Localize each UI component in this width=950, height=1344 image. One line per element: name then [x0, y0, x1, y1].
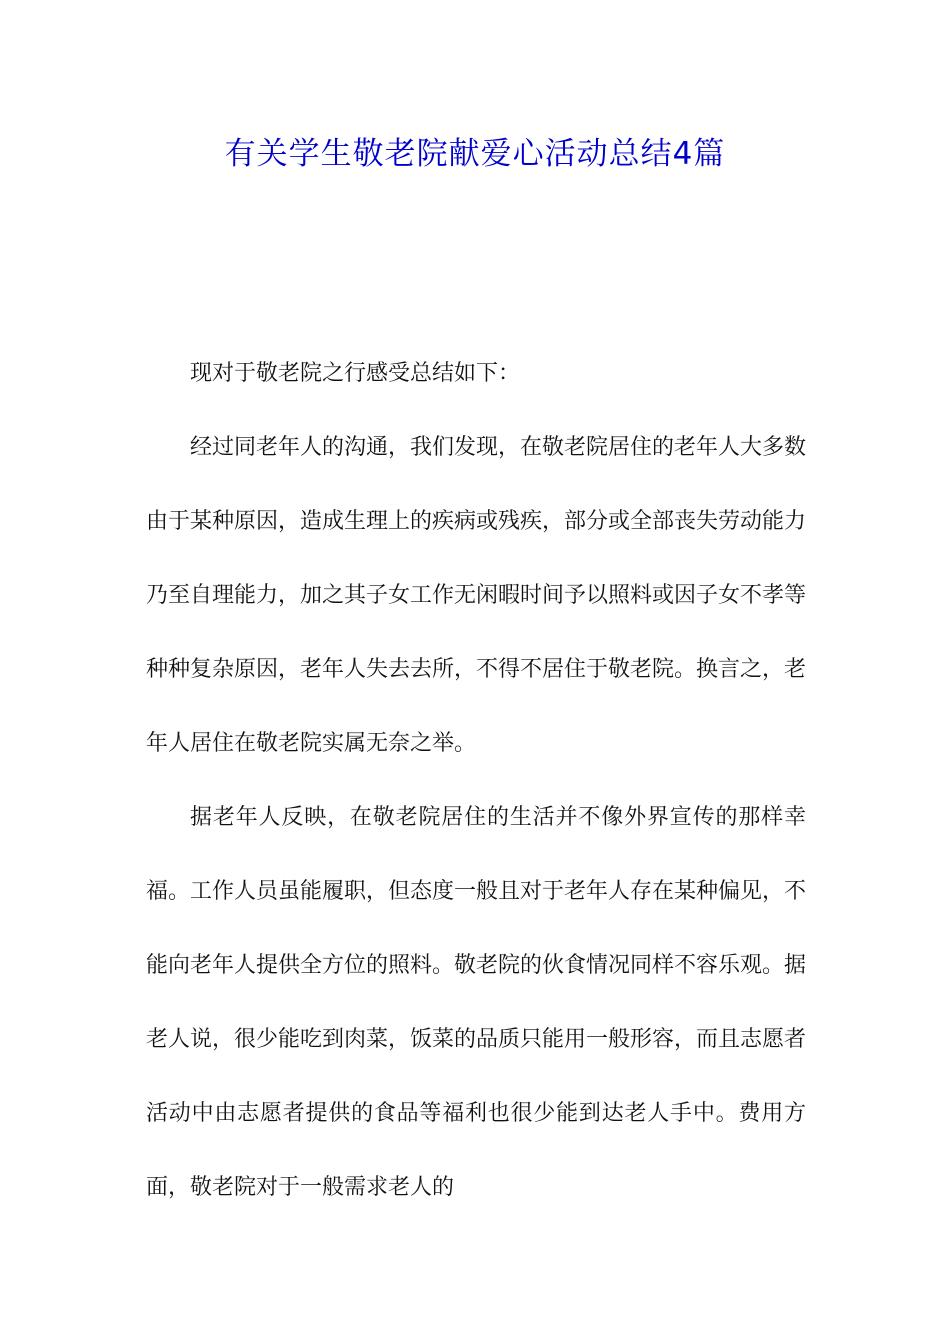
- document-body: [146, 337, 806, 1225]
- paragraph-feedback: 据老年人反映，在敬老院居住的生活并不像外界宣传的那样幸福。工作人员虽能履职，但态度一般且对于老年人存在某种偏见，不能向老年人提供全方位的照料。敬老院的伙食情况同样不容乐观。据老人说，很少能吃到肉菜，饭菜的品质只能用一般形容，而且志愿者活动中由志愿者提供的食品等福利也很少能到达老人手中。费用方面，敬老院对于一般需求老人的: [146, 805, 807, 1200]
- paragraph-intro: 现对于敬老院之行感受总结如下：: [190, 361, 521, 386]
- document-title: 有关学生敬老院献爱心活动总结4篇: [224, 136, 726, 172]
- paragraph-communication: 经过同老年人的沟通，我们发现，在敬老院居住的老年人大多数由于某种原因，造成生理上的疾病或残疾，部分或全部丧失劳动能力乃至自理能力，加之其子女工作无闲暇时间予以照料或因子女不孝等种种复杂原因，老年人失去去所，不得不居住于敬老院。换言之，老年人居住在敬老院实属无奈之举。: [146, 435, 807, 756]
